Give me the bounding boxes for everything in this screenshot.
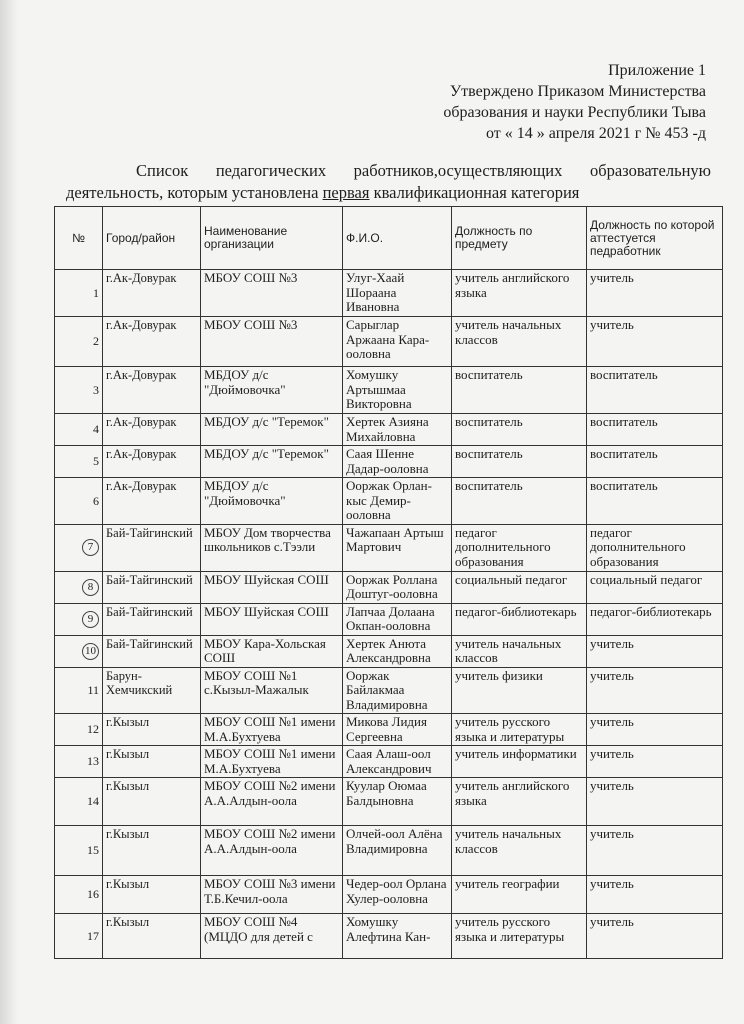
table-row [55, 571, 723, 603]
cell-name: Чажапаан Артыш Мартович [343, 524, 452, 571]
row-number [55, 714, 103, 746]
cell-name: Сарыглар Аржаана Кара-ооловна [343, 317, 452, 367]
cell-city: г.Ак-Довурак [103, 446, 201, 478]
cell-city: г.Ак-Довурак [103, 270, 201, 317]
cell-name: Чедер-оол Орлана Хулер-ооловна [343, 876, 452, 914]
cell-subject: учитель русского языка и литературы [452, 714, 587, 746]
column-header-organization: Наименование организации [201, 207, 343, 270]
cell-position: учитель [587, 746, 723, 778]
cell-name: Ооржак Роллана Доштуг-ооловна [343, 571, 452, 603]
cell-name: Хомушку Артышмаа Викторовна [343, 367, 452, 414]
row-number [55, 826, 103, 876]
table-row [55, 446, 723, 478]
row-number [55, 317, 103, 367]
table-row [55, 478, 723, 525]
cell-subject: воспитатель [452, 367, 587, 414]
approved-line: Утверждено Приказом Министерства [449, 83, 706, 100]
cell-organization: МБОУ СОШ №3 [201, 270, 343, 317]
cell-name: Микова Лидия Сергеевна [343, 714, 452, 746]
row-number [55, 478, 103, 525]
cell-position: педагог-библиотекарь [587, 603, 723, 635]
cell-organization: МБОУ СОШ №1 имени М.А.Бухтуева [201, 746, 343, 778]
cell-organization: МБОУ СОШ №2 имени А.А.Алдын-оола [201, 826, 343, 876]
cell-name: Хертек Анюта Александровна [343, 635, 452, 667]
cell-subject: воспитатель [452, 446, 587, 478]
cell-organization: МБОУ СОШ №3 [201, 317, 343, 367]
row-number [55, 914, 103, 959]
title-category-underlined: первая [322, 183, 370, 202]
cell-name: Куулар Оюмаа Балдыновна [343, 778, 452, 826]
row-number-text: 11 [87, 683, 99, 697]
cell-city: Бай-Тайгинский [103, 635, 201, 667]
row-number-text: 2 [93, 334, 99, 349]
table-row [55, 635, 723, 667]
cell-city: Бай-Тайгинский [103, 603, 201, 635]
cell-city: Бай-Тайгинский [103, 524, 201, 571]
cell-city: г.Ак-Довурак [103, 414, 201, 446]
row-number [55, 446, 103, 478]
column-header-number: № [55, 207, 103, 270]
cell-position: воспитатель [587, 414, 723, 446]
table-row [55, 603, 723, 635]
cell-organization: МБОУ СОШ №4 (МЦДО для детей с [201, 914, 343, 959]
cell-position: учитель [587, 714, 723, 746]
cell-name: Олчей-оол Алёна Владимировна [343, 826, 452, 876]
cell-name: Улуг-Хаай Шораана Ивановна [343, 270, 452, 317]
title-word: работников,осуществляющих [353, 161, 563, 180]
cell-city: г.Кызыл [103, 826, 201, 876]
cell-city: г.Ак-Довурак [103, 367, 201, 414]
cell-position: учитель [587, 635, 723, 667]
cell-subject: учитель физики [452, 667, 587, 714]
staff-table [54, 206, 723, 959]
cell-city: г.Кызыл [103, 714, 201, 746]
cell-name: Саая Алаш-оол Александрович [343, 746, 452, 778]
cell-city: г.Кызыл [103, 778, 201, 826]
cell-position: воспитатель [587, 446, 723, 478]
cell-organization: МБОУ СОШ №1 имени М.А.Бухтуева [201, 714, 343, 746]
title-suffix: квалификационная категория [369, 183, 580, 202]
appendix-label: Приложение 1 [608, 62, 706, 79]
row-number-text: 13 [87, 754, 99, 769]
circled-row-number: 9 [82, 611, 99, 628]
row-number [55, 367, 103, 414]
cell-city: г.Ак-Довурак [103, 317, 201, 367]
table-row [55, 317, 723, 367]
row-number [55, 603, 103, 635]
title-word: Список [136, 161, 189, 180]
row-number [55, 746, 103, 778]
table-row [55, 667, 723, 714]
approval-header [443, 60, 706, 144]
row-number-text: 6 [93, 493, 99, 508]
cell-organization: МБДОУ д/с "Теремок" [201, 446, 343, 478]
cell-subject: учитель информатики [452, 746, 587, 778]
table-row [55, 778, 723, 826]
cell-subject: воспитатель [452, 414, 587, 446]
cell-position: воспитатель [587, 478, 723, 525]
cell-subject: учитель английского языка [452, 270, 587, 317]
cell-position: учитель [587, 876, 723, 914]
cell-position: учитель [587, 778, 723, 826]
row-number [55, 571, 103, 603]
cell-city: Бай-Тайгинский [103, 571, 201, 603]
cell-name: Хертек Азияна Михайловна [343, 414, 452, 446]
circled-row-number: 10 [82, 643, 99, 660]
circled-row-number: 8 [82, 579, 99, 596]
cell-subject: социальный педагог [452, 571, 587, 603]
cell-organization: МБОУ Дом творчества школьников с.Тээли [201, 524, 343, 571]
row-number-text: 3 [93, 382, 99, 397]
cell-name: Хомушку Алефтина Кан- [343, 914, 452, 959]
scan-edge-shadow [0, 0, 18, 1024]
row-number-text: 15 [87, 843, 99, 858]
cell-organization: МБДОУ д/с "Теремок" [201, 414, 343, 446]
row-number-text: 14 [87, 794, 99, 809]
row-number-text: 4 [93, 422, 99, 437]
circled-row-number: 7 [82, 539, 99, 556]
row-number-text: 12 [87, 722, 99, 737]
cell-subject: учитель английского языка [452, 778, 587, 826]
table-row [55, 876, 723, 914]
table-row [55, 524, 723, 571]
document-title [66, 160, 711, 204]
cell-organization: МБОУ Кара-Хольская СОШ [201, 635, 343, 667]
cell-position: учитель [587, 667, 723, 714]
cell-subject: педагог-библиотекарь [452, 603, 587, 635]
cell-organization: МБОУ СОШ №2 имени А.А.Алдын-оола [201, 778, 343, 826]
cell-city: Барун-Хемчикский [103, 667, 201, 714]
cell-position: учитель [587, 317, 723, 367]
cell-name: Саая Шенне Дадар-ооловна [343, 446, 452, 478]
cell-position: учитель [587, 270, 723, 317]
row-number [55, 876, 103, 914]
table-row [55, 746, 723, 778]
cell-organization: МБОУ СОШ №1 с.Кызыл-Мажалык [201, 667, 343, 714]
cell-subject: учитель русского языка и литературы [452, 914, 587, 959]
table-row [55, 414, 723, 446]
row-number [55, 524, 103, 571]
cell-position: педагог дополнительного образования [587, 524, 723, 571]
order-line: от « 14 » апреля 2021 г № 453 -д [486, 125, 706, 142]
column-header-city: Город/район [103, 207, 201, 270]
cell-city: г.Кызыл [103, 914, 201, 959]
row-number [55, 778, 103, 826]
cell-subject: учитель начальных классов [452, 826, 587, 876]
cell-city: г.Кызыл [103, 746, 201, 778]
cell-organization: МБОУ Шуйская СОШ [201, 571, 343, 603]
row-number [55, 635, 103, 667]
title-word: педагогических [215, 161, 327, 180]
column-header-subject: Должность по предмету [452, 207, 587, 270]
cell-organization: МБОУ СОШ №3 имени Т.Б.Кечил-оола [201, 876, 343, 914]
cell-position: учитель [587, 826, 723, 876]
row-number-text: 16 [87, 887, 99, 902]
row-number [55, 270, 103, 317]
row-number-text: 5 [93, 454, 99, 469]
cell-organization: МБДОУ д/с "Дюймовочка" [201, 478, 343, 525]
cell-organization: МБДОУ д/с "Дюймовочка" [201, 367, 343, 414]
cell-subject: учитель начальных классов [452, 635, 587, 667]
cell-organization: МБОУ Шуйская СОШ [201, 603, 343, 635]
cell-name: Ооржак Байлакмаа Владимировна [343, 667, 452, 714]
cell-position: воспитатель [587, 367, 723, 414]
table-row [55, 270, 723, 317]
table-row [55, 914, 723, 959]
ministry-line: образования и науки Республики Тыва [443, 104, 706, 121]
row-number [55, 414, 103, 446]
table-row [55, 826, 723, 876]
table-row [55, 367, 723, 414]
title-word: образовательную [589, 161, 711, 180]
cell-position: учитель [587, 914, 723, 959]
cell-subject: учитель начальных классов [452, 317, 587, 367]
row-number [55, 667, 103, 714]
cell-subject: воспитатель [452, 478, 587, 525]
column-header-position: Должность по которой аттестуется педработник [587, 207, 723, 270]
cell-position: социальный педагог [587, 571, 723, 603]
cell-subject: учитель географии [452, 876, 587, 914]
table-header-row [55, 207, 723, 270]
title-prefix: деятельность, которым установлена [66, 183, 323, 202]
row-number-text: 1 [93, 285, 99, 300]
cell-city: г.Кызыл [103, 876, 201, 914]
cell-name: Лапчаа Долаана Окпан-ооловна [343, 603, 452, 635]
table-row [55, 714, 723, 746]
cell-name: Ооржак Орлан-кыс Демир-ооловна [343, 478, 452, 525]
row-number-text: 17 [87, 928, 99, 943]
column-header-name: Ф.И.О. [343, 207, 452, 270]
cell-subject: педагог дополнительного образования [452, 524, 587, 571]
cell-city: г.Ак-Довурак [103, 478, 201, 525]
